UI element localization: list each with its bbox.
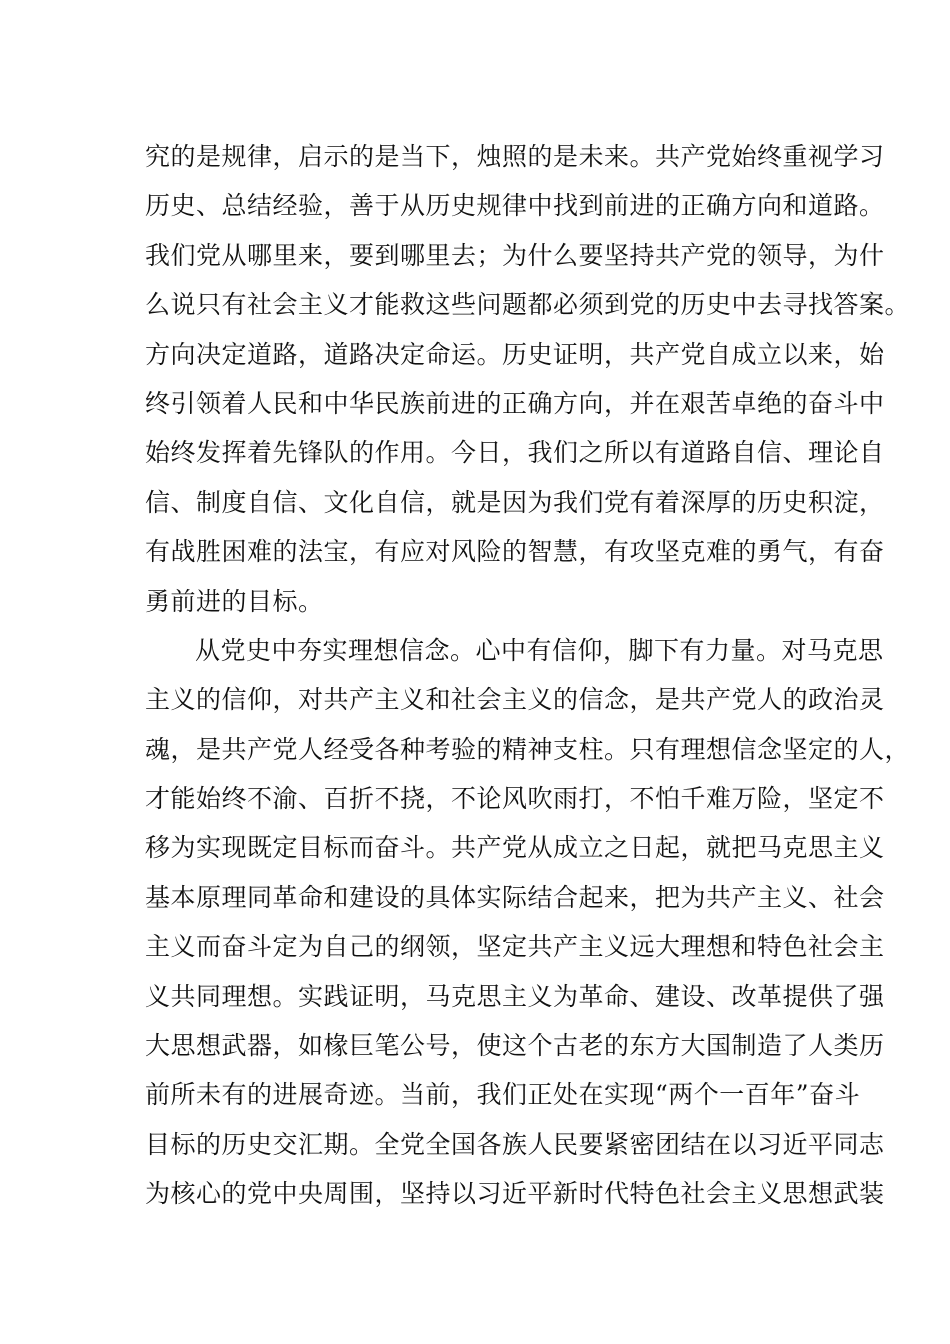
text-line: 移为实现既定目标而奋斗。共产党从成立之日起，就把马克思主义 [145, 833, 885, 863]
text-line: 终引领着人民和中华民族前进的正确方向，并在艰苦卓绝的奋斗中 [145, 388, 885, 418]
body-text [145, 132, 911, 1219]
text-line: 方向决定道路，道路决定命运。历史证明，共产党自成立以来，始 [145, 339, 885, 369]
text-line: 主义的信仰，对共产主义和社会主义的信念，是共产党人的政治灵 [145, 685, 885, 715]
paragraph-first-line: 从党史中夯实理想信念。心中有信仰，脚下有力量。对马克思 [195, 635, 884, 665]
text-line: 义共同理想。实践证明，马克思主义为革命、建设、改革提供了强 [145, 981, 885, 1011]
text-line: 目标的历史交汇期。全党全国各族人民要紧密团结在以习近平同志 [145, 1129, 885, 1159]
text-line: 大思想武器，如椽巨笔公号，使这个古老的东方大国制造了人类历 [145, 1031, 885, 1061]
text-line: 信、制度自信、文化自信，就是因为我们党有着深厚的历史积淀， [145, 487, 885, 517]
text-line: 前所未有的进展奇迹。当前，我们正处在实现“两个一百年”奋斗 [145, 1080, 861, 1110]
text-line: 基本原理同革命和建设的具体实际结合起来，把为共产主义、社会 [145, 882, 885, 912]
text-line: 我们党从哪里来，要到哪里去；为什么要坚持共产党的领导，为什 [145, 240, 885, 270]
text-line: 究的是规律，启示的是当下，烛照的是未来。共产党始终重视学习 [145, 142, 885, 171]
text-line: 才能始终不渝、百折不挠，不论风吹雨打，不怕千难万险，坚定不 [145, 784, 885, 814]
text-line: 历史、总结经验，善于从历史规律中找到前进的正确方向和道路。 [145, 191, 885, 221]
text-line: 魂，是共产党人经受各种考验的精神支柱。只有理想信念坚定的人， [145, 734, 911, 764]
text-line: 始终发挥着先锋队的作用。今日，我们之所以有道路自信、理论自 [145, 438, 885, 468]
text-line: 勇前进的目标。 [145, 586, 324, 616]
text-line: 么说只有社会主义才能救这些问题都必须到党的历史中去寻找答案。 [145, 290, 911, 320]
text-line: 为核心的党中央周围，坚持以习近平新时代特色社会主义思想武装 [145, 1179, 885, 1209]
text-line: 主义而奋斗定为自己的纲领，坚定共产主义远大理想和特色社会主 [145, 932, 885, 962]
text-line: 有战胜困难的法宝，有应对风险的智慧，有攻坚克难的勇气，有奋 [145, 537, 885, 567]
